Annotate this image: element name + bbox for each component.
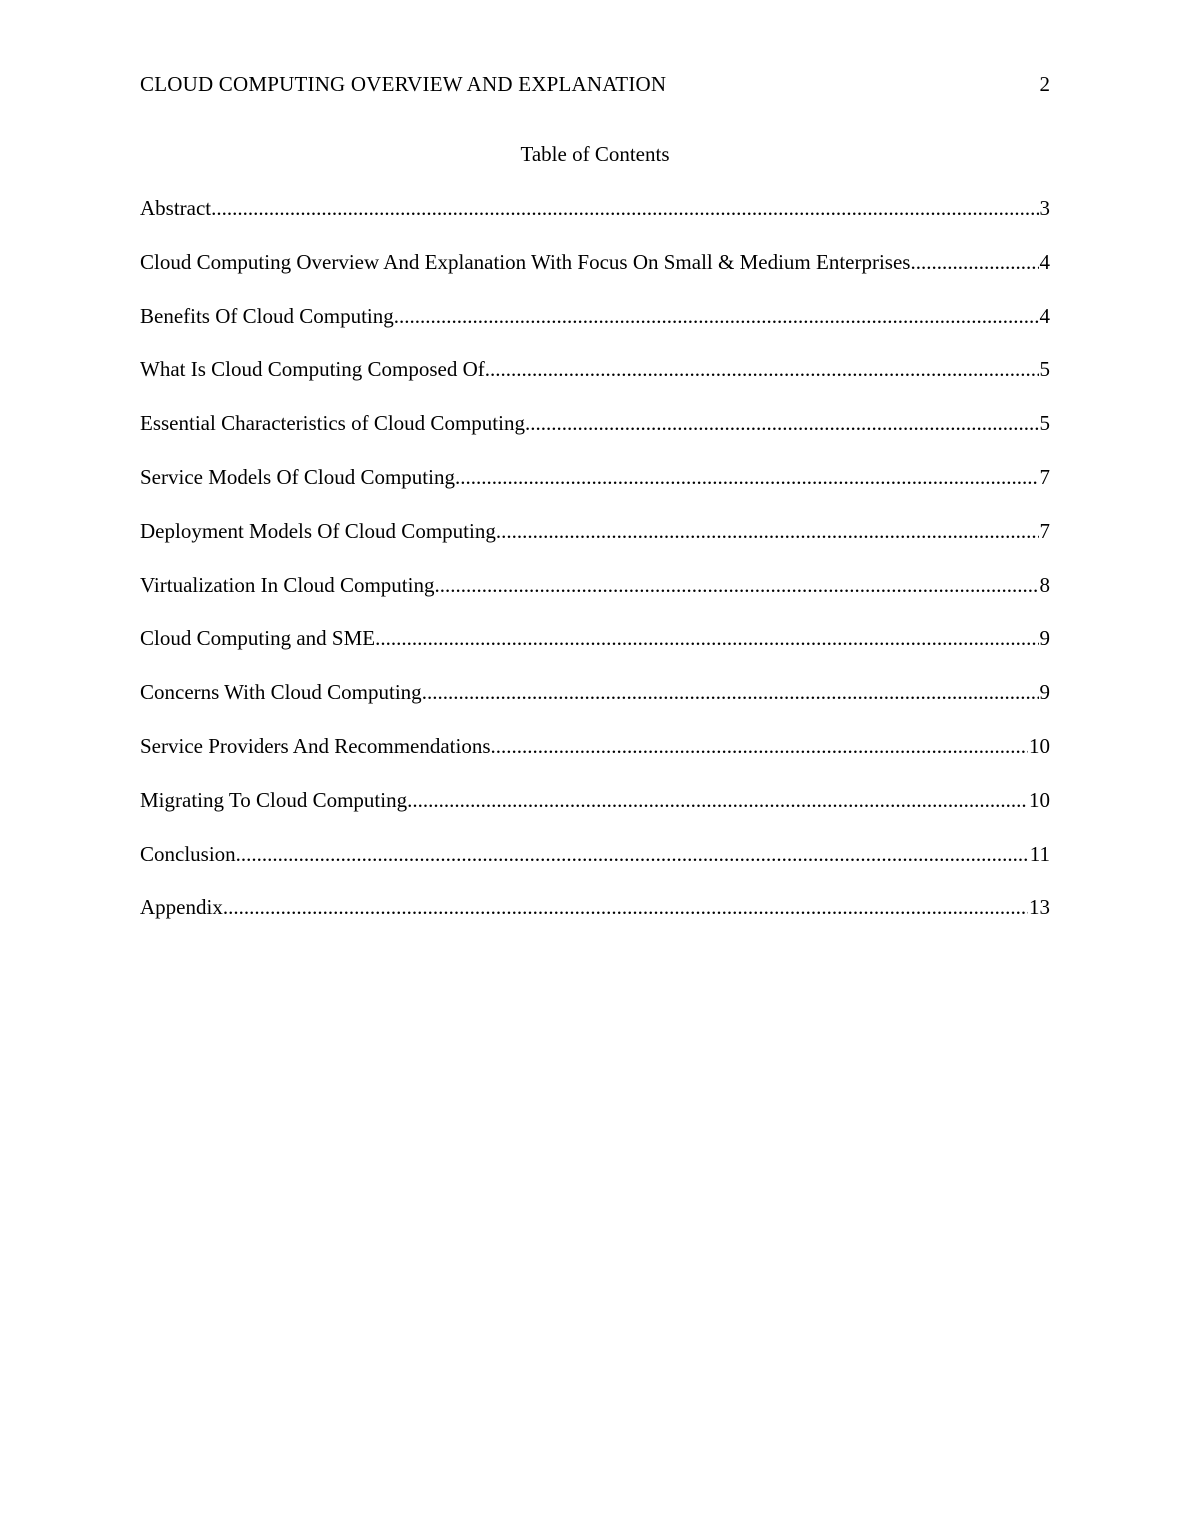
dot-leader: [236, 840, 1029, 868]
toc-entry-composition[interactable]: [140, 355, 1050, 409]
dot-leader: [394, 302, 1039, 330]
dot-leader: [407, 786, 1028, 814]
toc-entry-label: Essential Characteristics of Cloud Computing: [140, 411, 525, 436]
toc-entry-page: 9: [1039, 680, 1050, 705]
toc-entry-page: 13: [1029, 895, 1050, 920]
toc-entry-label: Concerns With Cloud Computing: [140, 680, 422, 705]
toc-entry-page: 8: [1039, 572, 1050, 597]
table-of-contents: [140, 194, 1050, 947]
toc-entry-label: Service Models Of Cloud Computing: [140, 464, 455, 489]
toc-entry-migrating[interactable]: [140, 786, 1050, 840]
dot-leader: [485, 355, 1039, 383]
dot-leader: [525, 409, 1039, 437]
running-header: [140, 70, 1050, 98]
toc-entry-label: Cloud Computing and SME: [140, 626, 376, 651]
toc-entry-label: Abstract: [140, 196, 212, 220]
toc-entry-service-models[interactable]: [140, 463, 1050, 517]
toc-entry-label: Cloud Computing Overview And Explanation With Focus On Small & Medium Enterprises: [140, 249, 911, 274]
toc-entry-page: 11: [1029, 841, 1050, 866]
toc-entry-page: 5: [1039, 357, 1050, 382]
toc-entry-page: 7: [1039, 464, 1050, 489]
toc-entry-concerns[interactable]: [140, 678, 1050, 732]
toc-entry-benefits[interactable]: [140, 302, 1050, 356]
running-title: CLOUD COMPUTING OVERVIEW AND EXPLANATION: [140, 72, 667, 96]
toc-entry-label: Appendix: [140, 895, 223, 920]
toc-entry-overview[interactable]: [140, 248, 1050, 302]
toc-entry-characteristics[interactable]: [140, 409, 1050, 463]
page-number: 2: [1039, 72, 1050, 96]
toc-entry-label: Conclusion: [140, 841, 236, 866]
toc-entry-page: 7: [1039, 518, 1050, 543]
toc-entry-page: 10: [1029, 733, 1050, 758]
toc-entry-label: Deployment Models Of Cloud Computing: [140, 518, 496, 543]
dot-leader: [496, 517, 1039, 545]
dot-leader: [455, 463, 1039, 491]
toc-entry-label: Virtualization In Cloud Computing: [140, 572, 435, 597]
dot-leader: [223, 893, 1028, 921]
dot-leader: [910, 248, 1038, 276]
toc-entry-sme[interactable]: [140, 624, 1050, 678]
toc-entry-deployment-models[interactable]: [140, 517, 1050, 571]
dot-leader: [491, 732, 1028, 760]
toc-entry-label: Benefits Of Cloud Computing: [140, 303, 394, 328]
toc-entry-page: 4: [1039, 249, 1050, 274]
toc-entry-abstract[interactable]: [140, 194, 1050, 248]
toc-entry-label: Service Providers And Recommendations: [140, 733, 491, 758]
toc-entry-conclusion[interactable]: [140, 840, 1050, 894]
dot-leader: [434, 571, 1038, 599]
dot-leader: [211, 194, 1038, 222]
toc-entry-page: 9: [1039, 626, 1050, 651]
toc-entry-label: What Is Cloud Computing Composed Of: [140, 357, 485, 382]
toc-entry-page: 5: [1039, 411, 1050, 436]
toc-entry-page: 10: [1029, 787, 1050, 812]
toc-entry-page: 4: [1039, 303, 1050, 328]
toc-entry-appendix[interactable]: [140, 893, 1050, 947]
dot-leader: [422, 678, 1039, 706]
toc-entry-page: 3: [1039, 196, 1050, 220]
toc-entry-service-providers[interactable]: [140, 732, 1050, 786]
toc-entry-virtualization[interactable]: [140, 571, 1050, 625]
dot-leader: [375, 624, 1038, 652]
toc-heading: Table of Contents: [520, 142, 670, 166]
toc-entry-label: Migrating To Cloud Computing: [140, 787, 408, 812]
